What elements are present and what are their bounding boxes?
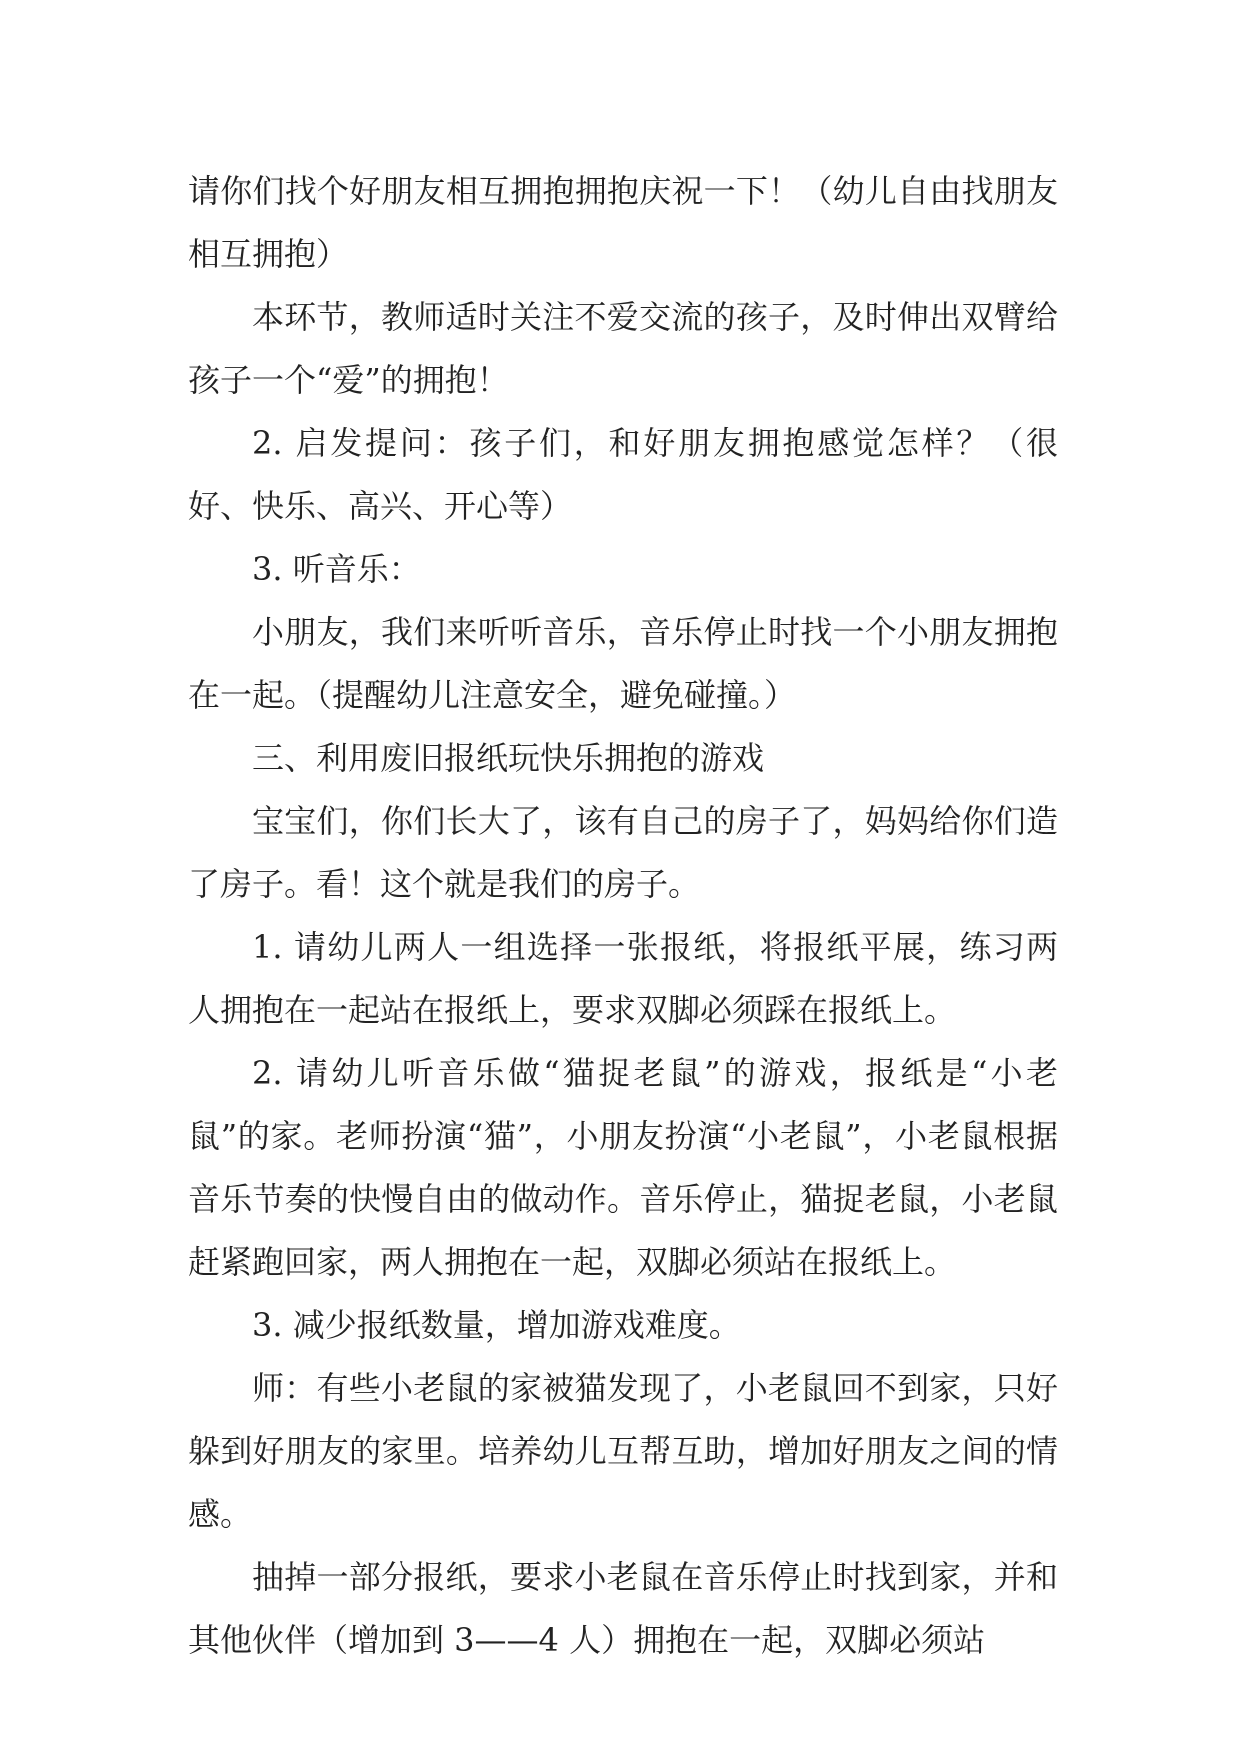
paragraph-12: 抽掉一部分报纸，要求小老鼠在音乐停止时找到家，并和其他伙伴（增加到 3——4 人）拥抱在一起，双脚必须站 [188, 1558, 1058, 1659]
section-heading: 三、利用废旧报纸玩快乐拥抱的游戏 [252, 739, 765, 777]
document-body [188, 160, 1058, 1672]
paragraph-3: 2. 启发提问：孩子们，和好朋友拥抱感觉怎样？（很好、快乐、高兴、开心等） [188, 424, 1058, 525]
paragraph-7: 宝宝们，你们长大了，该有自己的房子了，妈妈给你们造了房子。看！这个就是我们的房子。 [188, 802, 1058, 903]
paragraph-8: 1. 请幼儿两人一组选择一张报纸，将报纸平展，练习两人拥抱在一起站在报纸上，要求双脚必须踩在报纸上。 [188, 928, 1058, 1029]
paragraph-4: 3. 听音乐： [252, 550, 421, 588]
paragraph-1: 请你们找个好朋友相互拥抱拥抱庆祝一下！（幼儿自由找朋友相互拥抱） [188, 172, 1058, 273]
paragraph-9: 2. 请幼儿听音乐做“猫捉老鼠”的游戏，报纸是“小老鼠”的家。老师扮演“猫”，小朋友扮演“小老鼠”，小老鼠根据音乐节奏的快慢自由的做动作。音乐停止，猫捉老鼠，小老鼠赶紧跑回家，两人拥抱在一起，双脚必须站在报纸上。 [188, 1054, 1058, 1281]
paragraph-2: 本环节，教师适时关注不爱交流的孩子，及时伸出双臂给孩子一个“爱”的拥抱！ [188, 298, 1058, 399]
paragraph-11: 师：有些小老鼠的家被猫发现了，小老鼠回不到家，只好躲到好朋友的家里。培养幼儿互帮互助，增加好朋友之间的情感。 [188, 1369, 1058, 1533]
paragraph-10: 3. 减少报纸数量，增加游戏难度。 [252, 1306, 741, 1344]
paragraph-5: 小朋友，我们来听听音乐，音乐停止时找一个小朋友拥抱在一起。（提醒幼儿注意安全，避免碰撞。） [188, 613, 1058, 714]
